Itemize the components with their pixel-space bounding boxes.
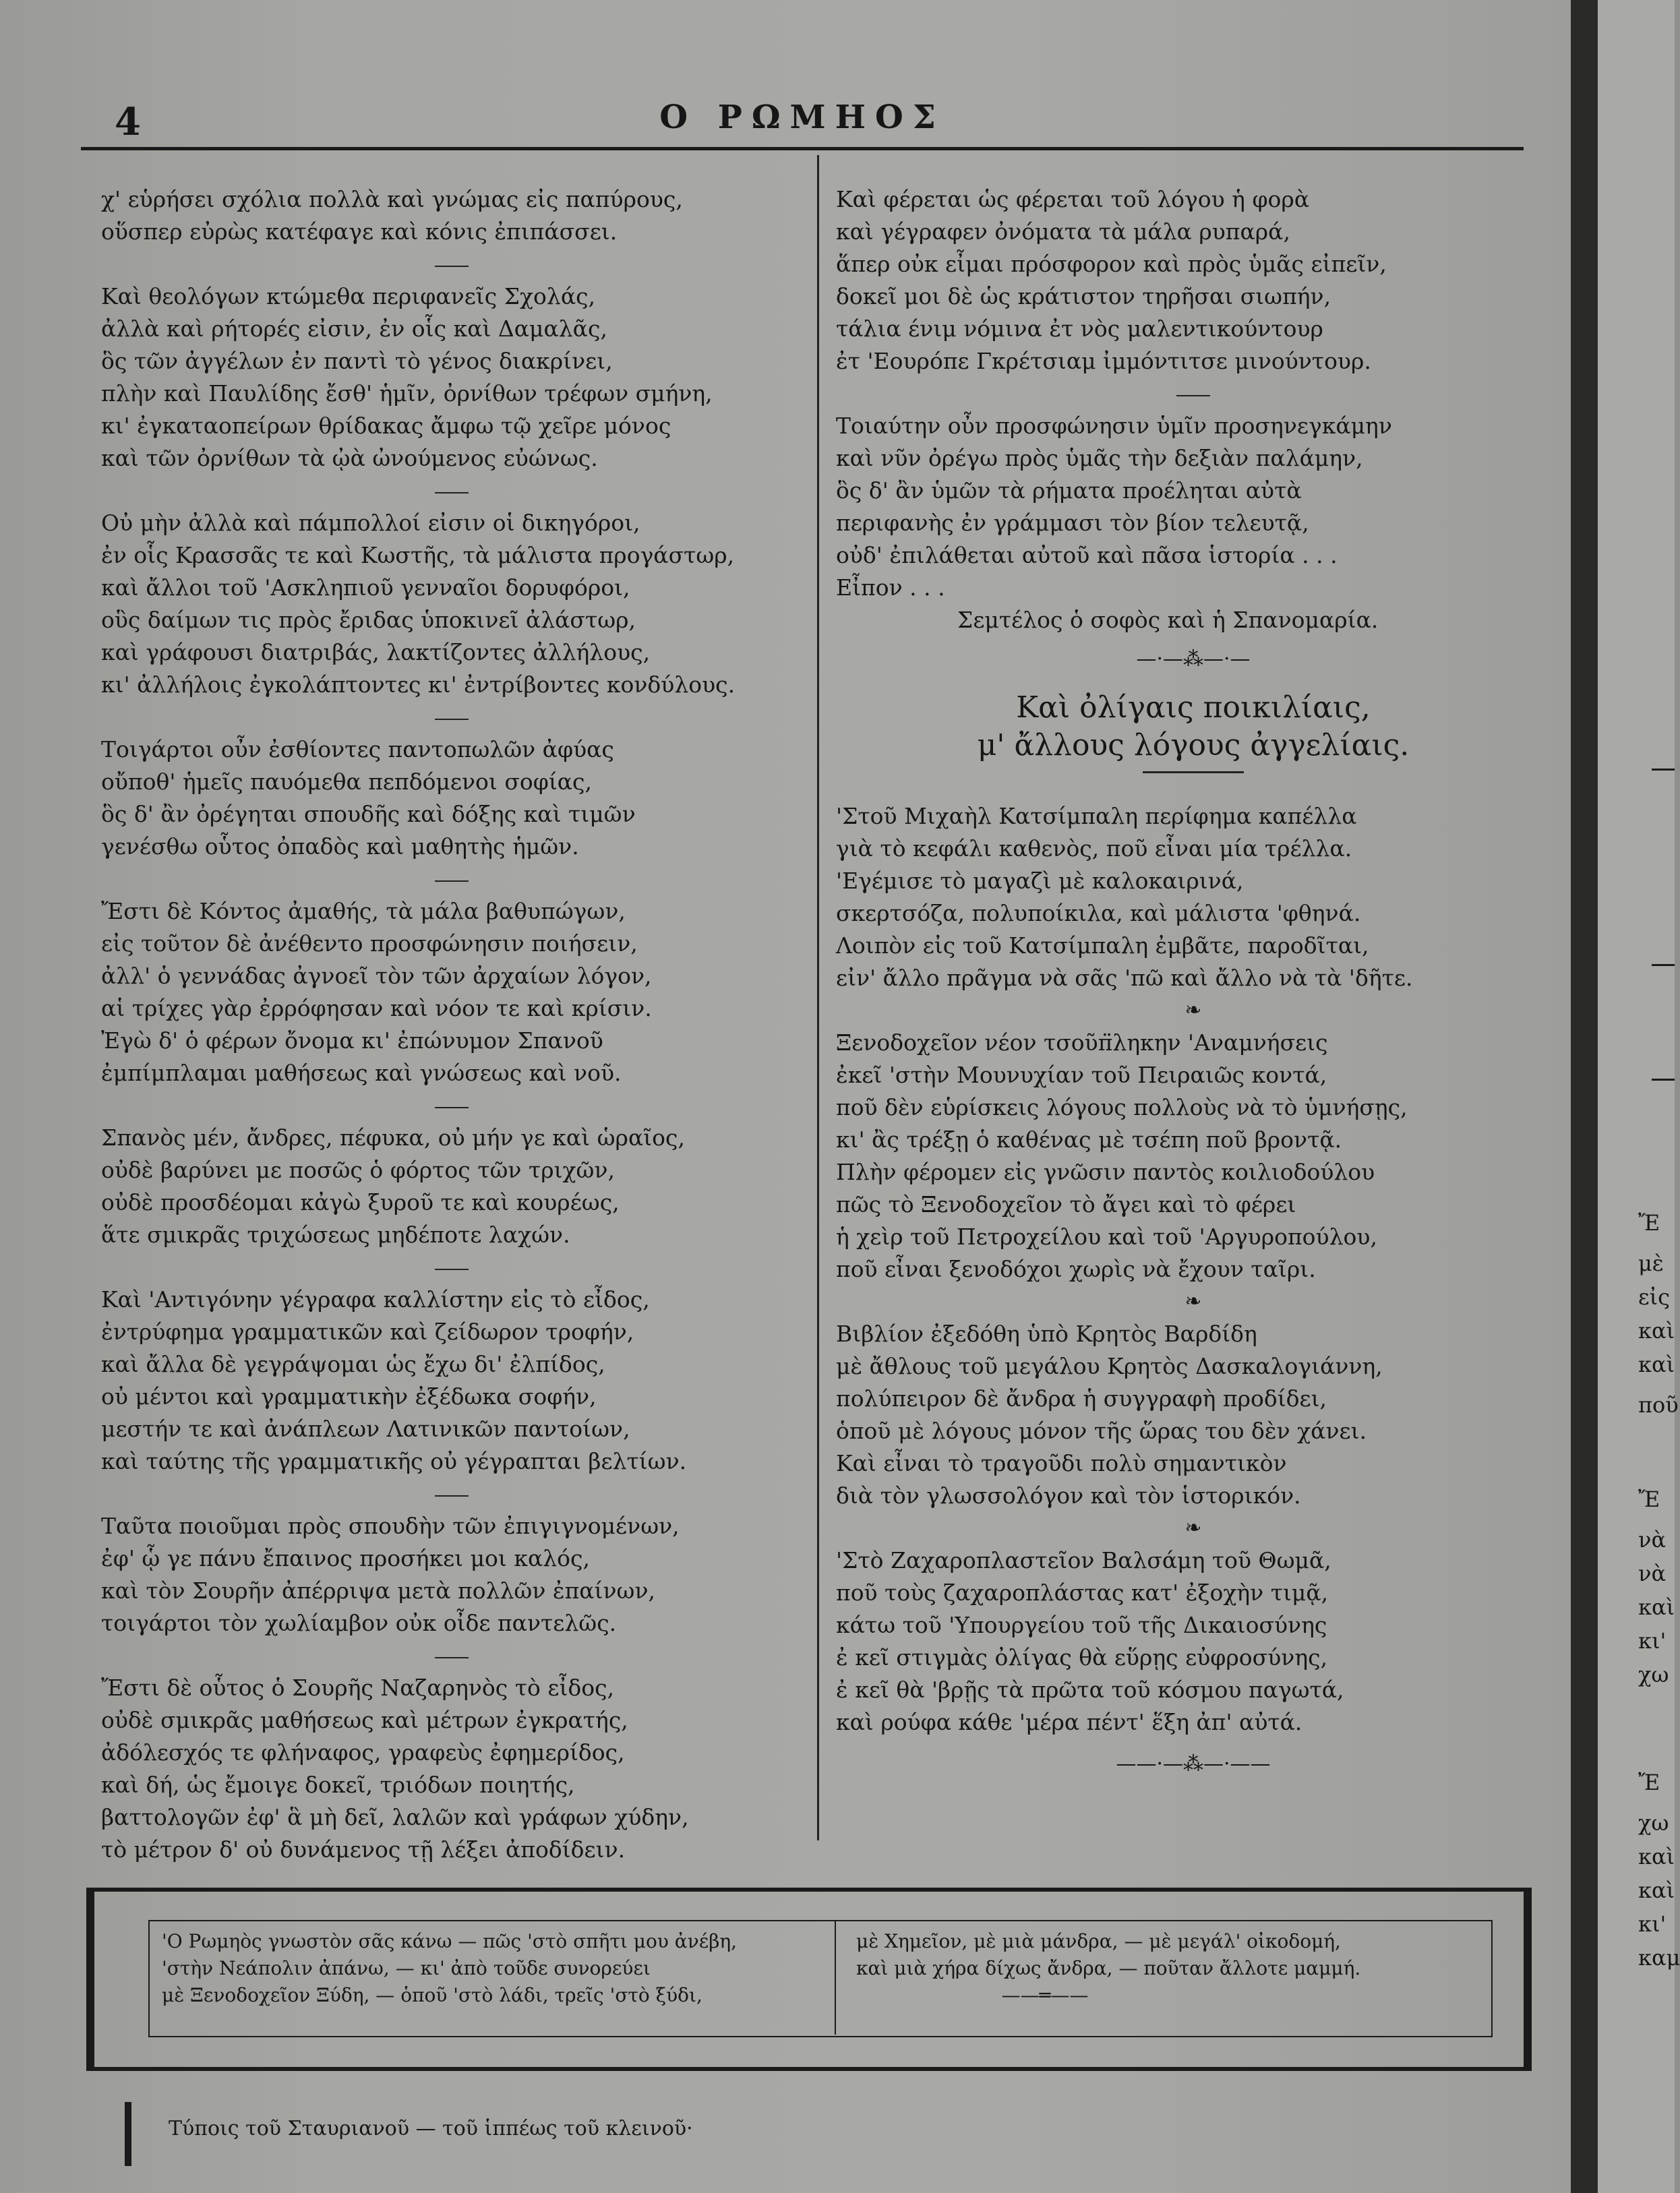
verse-line: ἀδόλεσχός τε φλήναφος, γραφεὺς ἐφημερίδος, (101, 1739, 625, 1766)
ad-line: ποῦ τοὺς ζαχαροπλάστας κατ' ἐξοχὴν τιμᾷ, (836, 1580, 1329, 1606)
verse-line: χ' εὑρήσει σχόλια πολλὰ καὶ γνώμας εἰς παπύρους, (101, 186, 683, 212)
box-left-line: μὲ Ξενοδοχεῖον Ξύδη, — ὁποῦ 'στὸ λάδι, τρεῖς 'στὸ ξύδι, (162, 1984, 702, 2006)
verse-line: καὶ τῶν ὀρνίθων τὰ ᾠὰ ὠνούμενος εὐώνως. (101, 445, 598, 471)
verse-line: μεστήν τε καὶ ἀνάπλεων Λατινικῶν παντοίων, (101, 1416, 630, 1442)
verse-line: τάλια ένιμ νόμινα ἐτ νὸς μαλεντικούντουρ (836, 316, 1323, 342)
ad-line: ἐ κεῖ στιγμὰς ὀλίγας θὰ εὕρῃς εὐφροσύνης, (836, 1644, 1328, 1671)
verse-line: Τοιγάρτοι οὖν ἐσθίοντες παντοπωλῶν ἀφύας (101, 736, 614, 762)
verse-line: ἀλλὰ καὶ ρήτορές εἰσιν, ἐν οἷς καὶ Δαμαλᾶς, (101, 316, 607, 342)
edge-fragment: κι' (1638, 1911, 1667, 1937)
page-number: 4 (115, 100, 141, 144)
ad-line: Καὶ εἶναι τὸ τραγοῦδι πολὺ σημαντικὸν (836, 1450, 1287, 1476)
binding-gutter (1571, 0, 1598, 2193)
box-right-line: μὲ Χημεῖον, μὲ μιὰ μάνδρα, — μὲ μεγάλ' οἰκοδομή, (856, 1930, 1341, 1952)
verse-line: καὶ δή, ὡς ἔμοιγε δοκεῖ, τριόδων ποιητής, (101, 1772, 575, 1798)
ad-ornament: ❧ (1184, 1516, 1202, 1540)
masthead-title: Ο ΡΩΜΗΟΣ (659, 98, 945, 136)
verse-line: Καὶ φέρεται ὡς φέρεται τοῦ λόγου ἡ φορὰ (836, 186, 1310, 212)
verse-line: καὶ τὸν Σουρῆν ἀπέρριψα μετὰ πολλῶν ἐπαίνων, (101, 1578, 656, 1604)
ad-line: ὁποῦ μὲ λόγους μόνον τῆς ὥρας του δὲν χάνει. (836, 1418, 1367, 1444)
edge-fragment: νὰ (1638, 1561, 1667, 1586)
edge-fragment: Ἔ (1638, 1210, 1660, 1236)
ad-line: πολύπειρον δὲ ἄνδρα ἡ συγγραφὴ προδίδει, (836, 1385, 1327, 1412)
edge-fragment: καὶ (1638, 1844, 1675, 1869)
ad-line: 'Στὸ Ζαχαροπλαστεῖον Βαλσάμη τοῦ Θωμᾶ, (836, 1547, 1331, 1573)
verse-line: καὶ νῦν ὀρέγω πρὸς ὑμᾶς τὴν δεξιὰν παλάμην, (836, 445, 1363, 471)
verse-line: οὐ μέντοι καὶ γραμματικὴν ἐξέδωκα σοφήν, (101, 1383, 597, 1410)
ad-line: εἰν' ἄλλο πρᾶγμα νὰ σᾶς 'πῶ καὶ ἄλλο νὰ τὰ 'δῆτε. (836, 965, 1413, 991)
column-divider (817, 155, 819, 1840)
edge-fragment: καὶ (1638, 1352, 1675, 1377)
verse-line: κι' ἀλλήλοις ἐγκολάπτοντες κι' ἐντρίβοντες κονδύλους. (101, 671, 736, 698)
ad-line: κάτω τοῦ 'Υπουργείου τοῦ τῆς Δικαιοσύνης (836, 1612, 1327, 1638)
verse-line: οὐδὲ προσδέομαι κἀγὼ ξυροῦ τε καὶ κουρέως, (101, 1189, 620, 1215)
ad-line: ποῦ εἶναι ξενοδόχοι χωρὶς νὰ ἔχουν ταῖρι. (836, 1256, 1316, 1282)
verse-line: καὶ γέγραφεν ὀνόματα τὰ μάλα ρυπαρά, (836, 218, 1290, 245)
edge-fragment: χω (1638, 1810, 1669, 1836)
box-right-line: καὶ μιὰ χήρα δίχως ἄνδρα, — ποῦταν ἄλλοτε μαμμή. (856, 1957, 1361, 1979)
page-header (81, 94, 1524, 148)
verse-line: Ἔστι δὲ Κόντος ἀμαθής, τὰ μάλα βαθυπώγων, (101, 898, 626, 924)
ad-line: Ξενοδοχεῖον νέον τσοῦπ̈ληκην 'Αναμνήσεις (836, 1029, 1328, 1056)
stanza-separator (101, 1640, 802, 1672)
stanza-separator (101, 1089, 802, 1122)
bottom-box-divider (835, 1920, 836, 2035)
ad-line: Πλὴν φέρομεν εἰς γνῶσιν παντὸς κοιλιοδούλου (836, 1159, 1375, 1185)
ad-line: ποῦ δὲν εὑρίσκεις λόγους πολλοὺς νὰ τὸ ὑμνήσῃς, (836, 1094, 1408, 1120)
stanza-separator (101, 248, 802, 280)
verse-line: τοιγάρτοι τὸν χωλίαμβον οὐκ οἶδε παντελῶς. (101, 1610, 617, 1636)
right-stanzas (836, 183, 1551, 604)
decorative-divider: —·—⁂—·— (1136, 647, 1251, 671)
verse-line: Ἐγὼ δ' ὁ φέρων ὄνομα κι' ἐπώνυμον Σπανοῦ (101, 1027, 603, 1054)
ad-line: ἐκεῖ 'στὴν Μουνυχίαν τοῦ Πειραιῶς κοντά, (836, 1062, 1327, 1088)
ad-line: καὶ ρούφα κάθε 'μέρα πέντ' ἕξη ἀπ' αὐτά. (836, 1709, 1302, 1735)
verse-line: περιφανὴς ἐν γράμμασι τὸν βίον τελευτᾷ, (836, 510, 1309, 536)
verse-line: Εἶπον . . . (836, 574, 945, 601)
edge-fragment: καὶ (1638, 1318, 1675, 1344)
verse-line: οὐδὲ βαρύνει με ποσῶς ὁ φόρτος τῶν τριχῶν, (101, 1157, 615, 1183)
ad-line: ἡ χεὶρ τοῦ Πετροχείλου καὶ τοῦ 'Αργυροπούλου, (836, 1224, 1377, 1250)
section-title-1: Καὶ ὀλίγαις ποικιλίαις, (1016, 690, 1371, 725)
ad-line: πῶς τὸ Ξενοδοχεῖον τὸ ἄγει καὶ τὸ φέρει (836, 1191, 1296, 1218)
verse-line: ἐφ' ᾧ γε πάνυ ἔπαινος προσήκει μοι καλός, (101, 1545, 591, 1571)
verse-line: οὐδὲ σμικρᾶς μαθήσεως καὶ μέτρων ἐγκρατής, (101, 1707, 628, 1733)
stanza-separator (101, 1251, 802, 1284)
edge-fragment: καὶ (1638, 1877, 1675, 1903)
verse-line: ὃς δ' ἂν ὀρέγηται σπουδῆς καὶ δόξης καὶ τιμῶν (101, 801, 636, 827)
ad-line: Βιβλίον ἐξεδόθη ὑπὸ Κρητὸς Βαρδίδη (836, 1321, 1257, 1347)
ad-line: Λοιπὸν εἰς τοῦ Κατσίμπαλη ἐμβᾶτε, παροδῖται, (836, 932, 1369, 959)
verse-line: αἱ τρίχες γὰρ ἐρρόφησαν καὶ νόον τε καὶ κρίσιν. (101, 995, 652, 1021)
section-title-2: μ' ἄλλους λόγους ἀγγελίαις. (977, 728, 1410, 762)
verse-line: δοκεῖ μοι δὲ ὡς κράτιστον τηρῆσαι σιωπήν, (836, 283, 1331, 309)
edge-fragment: Ἔ (1638, 1770, 1660, 1795)
edge-fragment: Ἔ (1638, 1486, 1660, 1512)
edge-fragment: χω (1638, 1662, 1669, 1687)
verse-line: ὃς τῶν ἀγγέλων ἐν παντὶ τὸ γένος διακρίνει, (101, 348, 613, 374)
edge-fragment: νὰ (1638, 1527, 1667, 1553)
verse-line: βαττολογῶν ἐφ' ἃ μὴ δεῖ, λαλῶν καὶ γράφων χύδην, (101, 1804, 689, 1830)
ad-line: 'Στοῦ Μιχαὴλ Κατσίμπαλη περίφημα καπέλλα (836, 803, 1357, 829)
edge-fragment: μὲ (1638, 1251, 1664, 1276)
verse-line: ἐμπίμπλαμαι μαθήσεως καὶ γνώσεως καὶ νοῦ. (101, 1060, 622, 1086)
ad-ornament: ❧ (1184, 1290, 1202, 1313)
verse-line: ἐντρύφημα γραμματικῶν καὶ ζείδωρον τροφήν, (101, 1319, 634, 1345)
verse-line: Τοιαύτην οὖν προσφώνησιν ὑμῖν προσηνεγκάμην (836, 413, 1392, 439)
verse-line: οὓς δαίμων τις πρὸς ἔριδας ὑποκινεῖ ἀλάστωρ, (101, 607, 636, 633)
ad-line: διὰ τὸν γλωσσολόγον καὶ τὸν ἱστορικόν. (836, 1482, 1301, 1509)
verse-line: οὐδ' ἐπιλάθεται αὐτοῦ καὶ πᾶσα ἱστορία . . . (836, 542, 1338, 568)
verse-line: Ταῦτα ποιοῦμαι πρὸς σπουδὴν τῶν ἐπιγιγνομένων, (101, 1513, 680, 1539)
verse-line: Καὶ 'Αντιγόνην γέγραφα καλλίστην εἰς τὸ εἶδος, (101, 1286, 650, 1313)
section-rule (1143, 771, 1244, 773)
ad-line: 'Εγέμισε τὸ μαγαζὶ μὲ καλοκαιρινά, (836, 868, 1244, 894)
edge-fragment: καμ (1638, 1945, 1680, 1971)
verse-line: καὶ ἄλλα δὲ γεγράψομαι ὡς ἔχω δι' ἐλπίδος, (101, 1351, 605, 1377)
left-column (101, 183, 802, 1866)
ad-line: κι' ἂς τρέξῃ ὁ καθένας μὲ τσέπη ποῦ βροντᾷ. (836, 1126, 1342, 1153)
bottom-box-left (162, 1928, 737, 2009)
ad-line: γιὰ τὸ κεφάλι καθενὸς, ποῦ εἶναι μία τρέλλα. (836, 835, 1352, 862)
verse-line: ἐτ 'Εουρόπε Γκρέτσιαμ ἰμμόντιτσε μινούντουρ. (836, 348, 1371, 374)
stanza-separator (101, 701, 802, 733)
bottom-box-right (856, 1928, 1360, 2009)
verse-line: οὕσπερ εὐρὼς κατέφαγε καὶ κόνις ἐπιπάσσει. (101, 218, 618, 245)
verse-line: καὶ γράφουσι διατριβάς, λακτίζοντες ἀλλήλους, (101, 639, 651, 665)
verse-line: Οὐ μὴν ἀλλὰ καὶ πάμπολλοί εἰσιν οἱ δικηγόροι, (101, 510, 640, 536)
advertisements (836, 800, 1551, 1739)
edge-tick (1652, 1079, 1675, 1081)
verse-line: εἰς τοῦτον δὲ ἀνέθεντο προσφώνησιν ποιήσειν, (101, 930, 638, 957)
ad-line: σκερτσόζα, πολυποίκιλα, καὶ μάλιστα 'φθηνά. (836, 900, 1361, 926)
ad-line: μὲ ἄθλους τοῦ μεγάλου Κρητὸς Δασκαλογιάννη, (836, 1353, 1383, 1379)
verse-line: τὸ μέτρον δ' οὐ δυνάμενος τῇ λέξει ἀποδίδειν. (101, 1836, 626, 1863)
verse-line: Καὶ θεολόγων κτώμεθα περιφανεῖς Σχολάς, (101, 283, 596, 309)
stanza-separator (836, 378, 1551, 410)
edge-tick (1652, 769, 1675, 771)
verse-line: Ἔστι δὲ οὗτος ὁ Σουρῆς Ναζαρηνὸς τὸ εἶδος, (101, 1675, 615, 1701)
edge-tick (1652, 964, 1675, 966)
footer-bar (125, 2102, 131, 2166)
verse-line: ἐν οἷς Κρασσᾶς τε καὶ Κωστῆς, τὰ μάλιστα προγάστωρ, (101, 542, 735, 568)
box-left-line: 'Ο Ρωμηὸς γνωστὸν σᾶς κάνω — πῶς 'στὸ σπῆτι μου ἀνέβη, (162, 1930, 738, 1952)
box-left-line: 'στὴν Νεάπολιν ἀπάνω, — κι' ἀπὸ τοῦδε συνορεύει (162, 1957, 651, 1979)
edge-fragment: εἰς (1638, 1284, 1671, 1310)
stanza-separator (101, 1478, 802, 1510)
edge-fragment: καὶ (1638, 1594, 1675, 1620)
verse-line: πλὴν καὶ Παυλίδης ἔσθ' ἡμῖν, ὀρνίθων τρέφων σμήνη, (101, 380, 713, 407)
stanza-separator (101, 863, 802, 895)
verse-line: καὶ ταύτης τῆς γραμματικῆς οὐ γέγραπται βελτίων. (101, 1448, 687, 1474)
header-rule (81, 147, 1524, 150)
ad-ornament: ❧ (1184, 998, 1202, 1022)
verse-line: Σπανὸς μέν, ἄνδρες, πέφυκα, οὐ μήν γε καὶ ὡραῖος, (101, 1124, 686, 1151)
ad-line: ἐ κεῖ θὰ 'βρῇς τὰ πρῶτα τοῦ κόσμου παγωτά, (836, 1677, 1344, 1703)
verse-line: ὃς δ' ἂν ὑμῶν τὰ ρήματα προέληται αὐτὰ (836, 477, 1302, 504)
box-ornament: ——═—— (1001, 1984, 1089, 2006)
verse-line: καὶ ἄλλοι τοῦ 'Ασκληπιοῦ γενναῖοι δορυφόροι, (101, 574, 630, 601)
edge-fragment: κι' (1638, 1628, 1667, 1654)
verse-line: ἅπερ οὐκ εἶμαι πρόσφορον καὶ πρὸς ὑμᾶς εἰπεῖν, (836, 251, 1387, 277)
verse-line: ἀλλ' ὁ γεννάδας ἀγνοεῖ τὸν τῶν ἀρχαίων λόγον, (101, 963, 652, 989)
verse-line: κι' ἐγκαταοπείρων θρίδακας ἄμφω τῷ χεῖρε μόνος (101, 413, 671, 439)
verse-line: ἅτε σμικρᾶς τριχώσεως μηδέποτε λαχών. (101, 1222, 570, 1248)
stanza-separator (101, 475, 802, 507)
closing-ornament: ——·—⁂—·—— (1116, 1752, 1271, 1776)
right-column (836, 183, 1551, 1780)
edge-fragment: ποῦ (1638, 1392, 1679, 1418)
verse-line: γενέσθω οὗτος ὀπαδὸς καὶ μαθητὴς ἡμῶν. (101, 833, 579, 860)
verse-line: οὔποθ' ἡμεῖς παυόμεθα πεπδόμενοι σοφίας, (101, 769, 593, 795)
signature: Σεμτέλος ὁ σοφὸς καὶ ἡ Σπανομαρία. (957, 607, 1379, 633)
printer-imprint: Τύποις τοῦ Σταυριανοῦ — τοῦ ἱππέως τοῦ κλεινοῦ· (169, 2117, 693, 2140)
